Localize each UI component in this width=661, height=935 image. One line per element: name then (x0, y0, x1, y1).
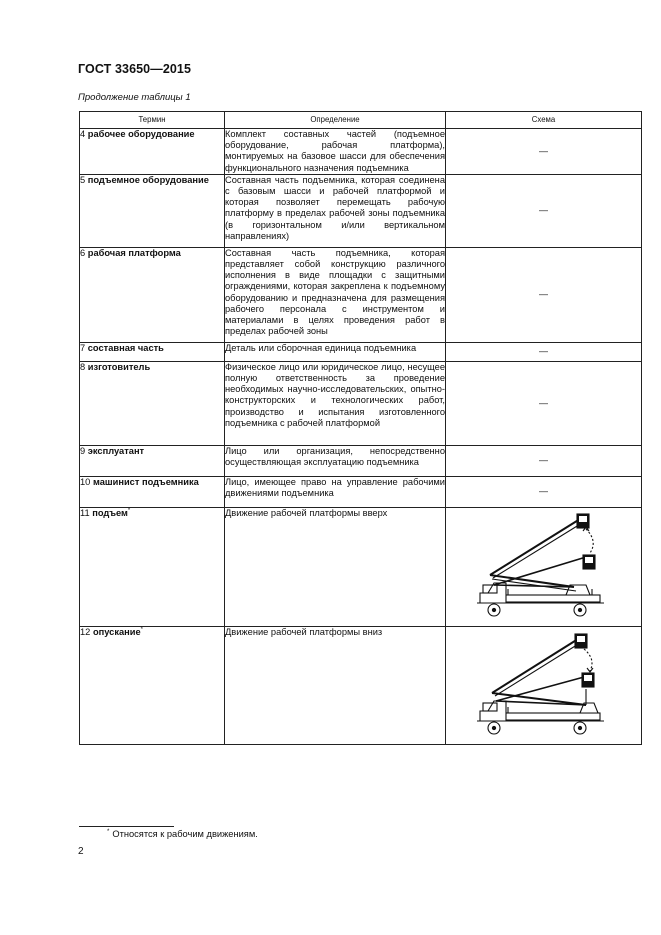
empty-scheme-dash: — (539, 486, 548, 497)
term-cell: 8 изготовитель (80, 361, 225, 445)
definition-cell: Деталь или сборочная единица подъемника (225, 342, 446, 361)
scheme-cell (446, 507, 642, 626)
upper-boom (492, 639, 578, 693)
table-row (80, 626, 642, 744)
lift-up-figure (474, 511, 614, 623)
upper-boom-edge (493, 523, 582, 578)
table-row (80, 129, 642, 175)
definition-cell: Лицо или организация, непосредственно осуществляющая эксплуатацию подъемника (225, 445, 446, 476)
term-cell: 6 рабочая платформа (80, 247, 225, 342)
chassis-frame (502, 713, 600, 720)
empty-scheme-dash: — (539, 205, 548, 216)
definition-cell: Физическое лицо или юридическое лицо, несущее полную ответственность за проведение необходимых научно-исследовательских, опытно-конструкторских и технологических работ, производство и испытания изготовленного подъемника с рабочей платформой (225, 361, 446, 445)
scheme-cell (446, 247, 642, 342)
table-row (80, 342, 642, 361)
upper-boom-alt (496, 677, 584, 701)
table-row (80, 476, 642, 507)
definition-cell: Составная часть подъемника, которая представляет собой конструкцию различного исполнения в виде площадки с защитными ограждениями, которая закреплена к подъемному оборудованию и предназначена для размещения рабочего персонала с инструментом и материалами в целях проведения работ в пределах рабочей зоны (225, 247, 446, 342)
scheme-cell (446, 626, 642, 744)
chassis-frame (502, 595, 600, 602)
platform-bottom-rail (585, 557, 593, 563)
scheme-cell (446, 361, 642, 445)
definition-cell: Лицо, имеющее право на управление рабочими движениями подъемника (225, 476, 446, 507)
lower-motion-arc (584, 649, 592, 671)
standard-code: ГОСТ 33650—2015 (78, 62, 192, 76)
empty-scheme-dash: — (539, 145, 548, 156)
platform-bottom-rail (584, 675, 592, 681)
upper-boom-edge (495, 643, 580, 696)
scheme-cell (446, 129, 642, 175)
table-row (80, 247, 642, 342)
term-cell: 12 опускание* (80, 626, 225, 744)
definition-cell: Составная часть подъемника, которая соединена с базовым шасси и рабочей платформой и которая позволяет перемещать рабочую платформу в пределах рабочей зоны подъемника (в горизонтальном и/или вертикальном направлениях) (225, 174, 446, 247)
table-row (80, 361, 642, 445)
scheme-cell (446, 342, 642, 361)
definition-cell: Комплект составных частей (подъемное оборудование, рабочая платформа), монтируемых на базовое шасси для обеспечения функционального назначения подъемника (225, 129, 445, 173)
rear-wheel-hub (578, 727, 581, 730)
term-cell: 9 эксплуатант (80, 445, 225, 476)
term-cell: 10 машинист подъемника (80, 476, 225, 507)
table-header-row (80, 112, 642, 129)
footnote-divider (79, 826, 174, 827)
upper-boom (490, 519, 580, 575)
table-row (80, 174, 642, 247)
empty-scheme-dash: — (539, 455, 548, 466)
column-header-definition: Определение (225, 112, 446, 129)
terms-table (79, 111, 642, 745)
definition-cell: Движение рабочей платформы вниз (225, 626, 446, 744)
table-row (80, 507, 642, 626)
front-wheel-hub (492, 727, 495, 730)
term-cell: 7 составная часть (80, 342, 225, 361)
term-cell: 4 рабочее оборудование (80, 129, 225, 175)
table-continuation-label: Продолжение таблицы 1 (78, 92, 191, 103)
empty-scheme-dash: — (539, 346, 548, 357)
empty-scheme-dash: — (539, 289, 548, 300)
term-cell: 11 подъем* (80, 507, 225, 626)
term-cell: 5 подъемное оборудование (80, 174, 225, 247)
upper-boom-alt (494, 557, 586, 585)
rear-wheel-hub (578, 608, 581, 611)
column-header-scheme: Схема (446, 112, 642, 129)
definition-cell: Движение рабочей платформы вверх (225, 507, 446, 626)
table-row (80, 445, 642, 476)
lift-motion-arc (586, 529, 593, 553)
scheme-cell (446, 476, 642, 507)
empty-scheme-dash: — (539, 397, 548, 408)
column-header-term: Термин (80, 112, 225, 129)
platform-top-rail (577, 636, 585, 642)
footnote: * Относятся к рабочим движениям. (107, 829, 258, 839)
front-wheel-hub (492, 608, 495, 611)
page-number: 2 (78, 846, 84, 857)
platform-top-rail (579, 516, 587, 522)
scheme-cell (446, 445, 642, 476)
lift-down-figure (474, 629, 614, 741)
scheme-cell (446, 174, 642, 247)
